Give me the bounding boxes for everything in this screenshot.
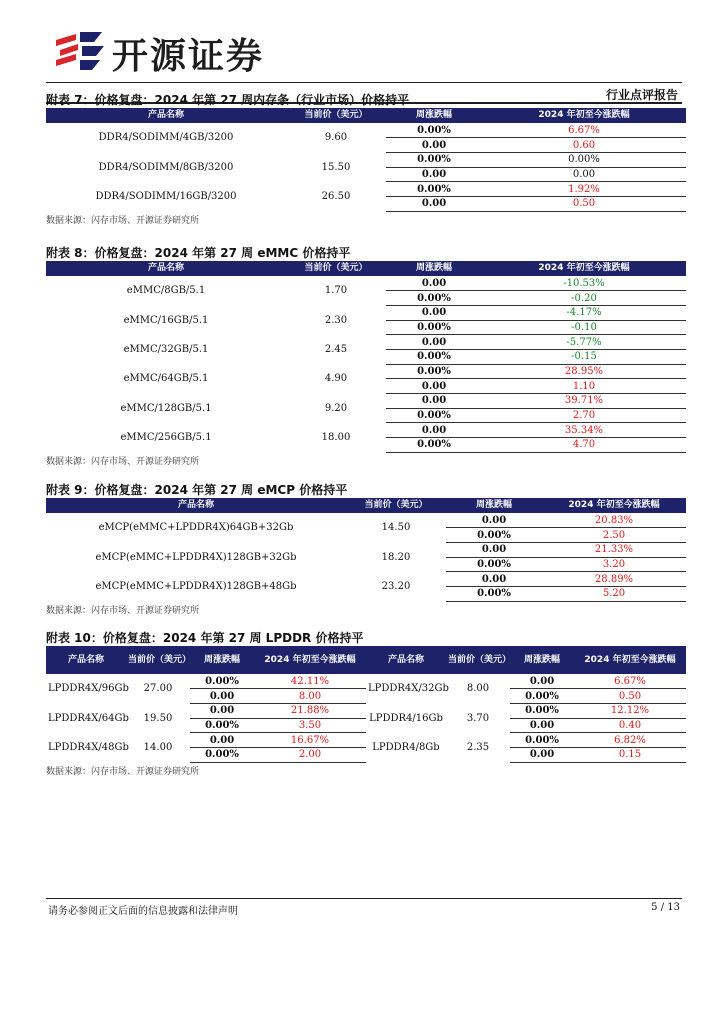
table-row xyxy=(46,542,686,557)
column-header: 周涨跌幅 xyxy=(386,108,482,123)
table-row xyxy=(46,572,686,587)
ytd-change: -5.77% xyxy=(482,335,686,350)
current-price: 27.00 xyxy=(143,683,173,695)
product-name: LPDDR4/8Gb xyxy=(372,741,440,753)
column-header: 2024 年初至今涨跌幅 xyxy=(574,646,686,674)
column-header: 产品名称 xyxy=(46,108,286,123)
current-price: 18.00 xyxy=(321,432,351,444)
product-name: LPDDR4X/96Gb xyxy=(48,683,129,695)
weekly-change: 0.00 xyxy=(386,196,482,211)
data-source: 数据来源：闪存市场、开源证券研究所 xyxy=(46,766,200,777)
weekly-change: 0.00 xyxy=(386,276,482,291)
table-row xyxy=(46,335,686,350)
weekly-change: 0.00% xyxy=(386,438,482,453)
column-header: 产品名称 xyxy=(46,261,286,276)
weekly-change: 0.00 xyxy=(386,335,482,350)
ytd-change: 16.67% xyxy=(254,733,366,748)
table-row xyxy=(46,123,686,138)
table-row xyxy=(46,305,686,320)
ytd-change: 21.88% xyxy=(254,703,366,718)
ytd-change: -0.10 xyxy=(482,320,686,335)
ytd-change: -4.17% xyxy=(482,305,686,320)
table-row xyxy=(46,182,686,197)
current-price: 18.20 xyxy=(381,551,411,563)
weekly-change: 0.00 xyxy=(446,513,542,528)
table-row xyxy=(46,513,686,528)
ytd-change: 35.34% xyxy=(482,423,686,438)
table-title: 附表 8：价格复盘：2024 年第 27 周 eMMC 价格持平 xyxy=(46,246,351,260)
ytd-change: 0.50 xyxy=(574,689,686,704)
table-7-section xyxy=(46,92,686,228)
ytd-change: 39.71% xyxy=(482,394,686,409)
current-price: 14.00 xyxy=(143,741,173,753)
weekly-change: 0.00% xyxy=(446,586,542,601)
ytd-change: 0.00 xyxy=(482,167,686,182)
weekly-change: 0.00 xyxy=(386,379,482,394)
current-price: 19.50 xyxy=(143,712,173,724)
column-header: 2024 年初至今涨跌幅 xyxy=(254,646,366,674)
weekly-change: 0.00% xyxy=(386,152,482,167)
current-price: 23.20 xyxy=(381,580,411,592)
product-name: LPDDR4X/48Gb xyxy=(48,741,129,753)
ytd-change: 1.92% xyxy=(482,182,686,197)
header-divider xyxy=(46,82,682,83)
weekly-change: 0.00% xyxy=(386,364,482,379)
column-header: 周涨跌幅 xyxy=(386,261,482,276)
current-price: 15.50 xyxy=(321,161,351,173)
weekly-change: 0.00% xyxy=(190,718,254,733)
weekly-change: 0.00% xyxy=(446,557,542,572)
table-row xyxy=(46,276,686,291)
ytd-change: 12.12% xyxy=(574,703,686,718)
ytd-change: -0.20 xyxy=(482,291,686,306)
ytd-change: 0.60 xyxy=(482,138,686,153)
weekly-change: 0.00 xyxy=(386,305,482,320)
product-name: LPDDR4/16Gb xyxy=(369,712,443,724)
ytd-change: 2.70 xyxy=(482,408,686,423)
ytd-change: 4.70 xyxy=(482,438,686,453)
ytd-change: 5.20 xyxy=(542,586,686,601)
column-header: 周涨跌幅 xyxy=(446,498,542,513)
ytd-change: 28.95% xyxy=(482,364,686,379)
table-row xyxy=(46,423,686,438)
weekly-change: 0.00% xyxy=(386,320,482,335)
column-header: 2024 年初至今涨跌幅 xyxy=(542,498,686,513)
ytd-change: 42.11% xyxy=(254,674,366,689)
weekly-change: 0.00% xyxy=(510,703,574,718)
weekly-change: 0.00 xyxy=(386,167,482,182)
kysec-logo-icon xyxy=(54,30,106,74)
ytd-change: 6.82% xyxy=(574,733,686,748)
ytd-change: 0.15 xyxy=(574,747,686,762)
weekly-change: 0.00 xyxy=(386,423,482,438)
column-header: 产品名称 xyxy=(46,498,346,513)
brand-name: 开源证券 xyxy=(112,36,265,77)
table-header-row xyxy=(46,261,686,276)
current-price: 2.45 xyxy=(324,343,348,355)
ytd-change: 3.20 xyxy=(542,557,686,572)
table-row xyxy=(46,364,686,379)
weekly-change: 0.00% xyxy=(190,674,254,689)
ytd-change: 6.67% xyxy=(574,674,686,689)
weekly-change: 0.00 xyxy=(510,674,574,689)
ytd-change: 2.00 xyxy=(254,747,366,762)
product-name: DDR4/SODIMM/16GB/3200 xyxy=(95,190,237,202)
current-price: 26.50 xyxy=(321,190,351,202)
product-name: eMMC/16GB/5.1 xyxy=(123,314,209,326)
weekly-change: 0.00 xyxy=(190,689,254,704)
current-price: 14.50 xyxy=(381,522,411,534)
current-price: 2.35 xyxy=(466,741,490,753)
table-9-section xyxy=(46,482,686,618)
product-name: DDR4/SODIMM/4GB/3200 xyxy=(98,132,234,144)
current-price: 9.20 xyxy=(324,402,348,414)
table-title: 附表 10：价格复盘：2024 年第 27 周 LPDDR 价格持平 xyxy=(46,631,364,645)
ytd-change: 28.89% xyxy=(542,572,686,587)
weekly-change: 0.00 xyxy=(510,747,574,762)
product-name: eMCP(eMMC+LPDDR4X)128GB+32Gb xyxy=(95,551,297,563)
current-price: 8.00 xyxy=(466,683,490,695)
weekly-change: 0.00 xyxy=(446,542,542,557)
column-header: 当前价（美元） xyxy=(346,498,446,513)
weekly-change: 0.00 xyxy=(386,138,482,153)
column-header: 当前价（美元） xyxy=(286,108,386,123)
table-row xyxy=(46,394,686,409)
weekly-change: 0.00% xyxy=(386,182,482,197)
column-header: 产品名称 xyxy=(46,646,126,674)
current-price: 4.90 xyxy=(324,373,348,385)
ytd-change: 0.00% xyxy=(482,152,686,167)
column-header: 产品名称 xyxy=(366,646,446,674)
product-name: eMMC/8GB/5.1 xyxy=(126,285,206,297)
footer-divider xyxy=(46,898,682,899)
product-name: LPDDR4X/32Gb xyxy=(368,683,449,695)
product-name: eMMC/256GB/5.1 xyxy=(120,432,212,444)
column-header: 当前价（美元） xyxy=(126,646,190,674)
column-header: 当前价（美元） xyxy=(446,646,510,674)
ytd-change: 2.50 xyxy=(542,528,686,543)
table-header-row xyxy=(46,108,686,123)
product-name: DDR4/SODIMM/8GB/3200 xyxy=(98,161,234,173)
column-header: 周涨跌幅 xyxy=(190,646,254,674)
table-header-row xyxy=(46,498,686,513)
column-header: 2024 年初至今涨跌幅 xyxy=(482,108,686,123)
ytd-change: -10.53% xyxy=(482,276,686,291)
table-10-section xyxy=(46,630,686,779)
weekly-change: 0.00% xyxy=(510,733,574,748)
data-source: 数据来源：闪存市场、开源证券研究所 xyxy=(46,215,200,226)
table-row xyxy=(46,152,686,167)
ytd-change: -0.15 xyxy=(482,349,686,364)
ytd-change: 21.33% xyxy=(542,542,686,557)
table-header-row xyxy=(46,646,686,674)
product-name: LPDDR4X/64Gb xyxy=(48,712,129,724)
ytd-change: 6.67% xyxy=(482,123,686,138)
table-row xyxy=(46,674,686,689)
price-table xyxy=(46,261,686,453)
product-name: eMCP(eMMC+LPDDR4X)64GB+32Gb xyxy=(98,522,294,534)
weekly-change: 0.00 xyxy=(190,703,254,718)
report-type: 行业点评报告 xyxy=(605,88,678,102)
weekly-change: 0.00% xyxy=(190,747,254,762)
current-price: 1.70 xyxy=(324,285,348,297)
legal-disclaimer: 请务必参阅正文后面的信息披露和法律声明 xyxy=(48,906,238,917)
table-row xyxy=(46,733,686,748)
page-number: 5 / 13 xyxy=(651,902,680,913)
weekly-change: 0.00 xyxy=(446,572,542,587)
table-title: 附表 9：价格复盘：2024 年第 27 周 eMCP 价格持平 xyxy=(46,483,348,497)
product-name: eMMC/128GB/5.1 xyxy=(120,402,212,414)
weekly-change: 0.00% xyxy=(386,291,482,306)
weekly-change: 0.00 xyxy=(190,733,254,748)
table-row xyxy=(46,703,686,718)
ytd-change: 1.10 xyxy=(482,379,686,394)
column-header: 周涨跌幅 xyxy=(510,646,574,674)
ytd-change: 0.40 xyxy=(574,718,686,733)
ytd-change: 3.50 xyxy=(254,718,366,733)
weekly-change: 0.00% xyxy=(386,408,482,423)
current-price: 3.70 xyxy=(466,712,490,724)
price-table xyxy=(46,646,686,763)
price-table xyxy=(46,498,686,602)
ytd-change: 8.00 xyxy=(254,689,366,704)
table-title: 附表 7：价格复盘：2024 年第 27 周内存条（行业市场）价格持平 xyxy=(46,93,410,107)
weekly-change: 0.00% xyxy=(510,689,574,704)
weekly-change: 0.00 xyxy=(510,718,574,733)
table-8-section xyxy=(46,245,686,469)
product-name: eMMC/64GB/5.1 xyxy=(123,373,209,385)
current-price: 9.60 xyxy=(324,132,348,144)
ytd-change: 0.50 xyxy=(482,196,686,211)
weekly-change: 0.00% xyxy=(446,528,542,543)
data-source: 数据来源：闪存市场、开源证券研究所 xyxy=(46,605,200,616)
weekly-change: 0.00% xyxy=(386,349,482,364)
current-price: 2.30 xyxy=(324,314,348,326)
column-header: 当前价（美元） xyxy=(286,261,386,276)
product-name: eMMC/32GB/5.1 xyxy=(123,343,209,355)
product-name: eMCP(eMMC+LPDDR4X)128GB+48Gb xyxy=(95,580,297,592)
data-source: 数据来源：闪存市场、开源证券研究所 xyxy=(46,456,200,467)
weekly-change: 0.00% xyxy=(386,123,482,138)
price-table xyxy=(46,108,686,212)
column-header: 2024 年初至今涨跌幅 xyxy=(482,261,686,276)
weekly-change: 0.00 xyxy=(386,394,482,409)
ytd-change: 20.83% xyxy=(542,513,686,528)
